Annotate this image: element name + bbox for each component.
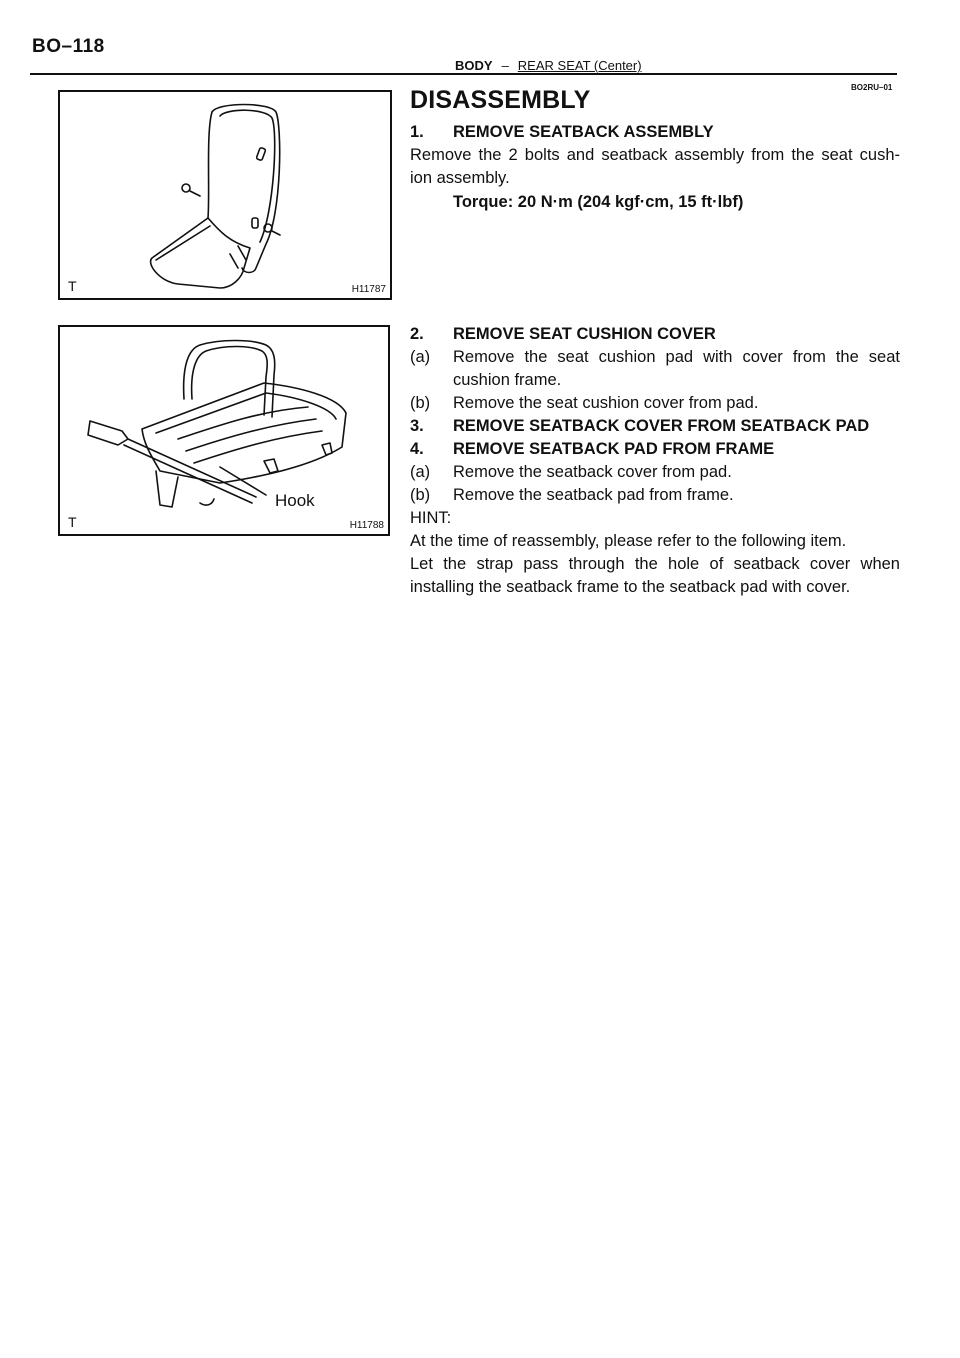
section-major: BODY (455, 58, 493, 73)
step-number: 3. (410, 417, 424, 435)
hint-label: HINT: (410, 509, 452, 527)
page-heading: DISASSEMBLY (410, 86, 591, 114)
substep-number: (a) (410, 463, 431, 481)
section-title (455, 58, 642, 73)
section-minor: REAR SEAT (Center) (517, 58, 642, 73)
step-1 (410, 121, 900, 143)
step-number: 1. (410, 123, 424, 141)
page-number: BO–118 (32, 36, 105, 57)
hint-line-2: Let the strap pass through the hole of seatback cover when (410, 555, 900, 573)
step-2a-line2: cushion frame. (453, 371, 562, 389)
header-rule (30, 73, 897, 75)
step-2a (410, 346, 900, 368)
substep-text: Remove the seat cushion cover from pad. (453, 394, 759, 412)
step-1-text-line2: ion assembly. (410, 169, 510, 187)
step-title: REMOVE SEATBACK PAD FROM FRAME (453, 440, 775, 458)
step-title: REMOVE SEATBACK COVER FROM SEATBACK PAD (453, 417, 870, 435)
figure-seat-cushion (58, 325, 390, 536)
step-4a (410, 461, 900, 483)
substep-text: Remove the seatback cover from pad. (453, 463, 732, 481)
hint-line-3: installing the seatback frame to the seatback pad with cover. (410, 578, 851, 596)
figure-id: H11787 (351, 284, 386, 295)
figure-mark: T (68, 514, 77, 530)
doc-code: BO2RU–01 (851, 83, 893, 92)
figure-id: H11788 (349, 520, 384, 531)
hook-callout: Hook (275, 491, 315, 510)
step-2b (410, 392, 900, 414)
substep-text: Remove the seat cushion pad with cover from the seat (453, 348, 900, 366)
substep-number: (a) (410, 348, 431, 366)
step-4b (410, 484, 900, 506)
substep-text: Remove the seatback pad from frame. (453, 486, 734, 504)
torque-spec: Torque: 20 N·m (204 kgf·cm, 15 ft·lbf) (453, 193, 744, 211)
substep-number: (b) (410, 394, 431, 412)
seat-cushion-illustration (60, 327, 388, 534)
seat-assembly-illustration (60, 92, 390, 298)
step-1-text-line1: Remove the 2 bolts and seatback assembly from the seat cush- (410, 146, 900, 164)
substep-number: (b) (410, 486, 431, 504)
step-4 (410, 438, 900, 460)
figure-mark: T (68, 278, 77, 294)
step-title: REMOVE SEAT CUSHION COVER (453, 325, 716, 343)
step-3 (410, 415, 900, 437)
step-number: 4. (410, 440, 424, 458)
step-title: REMOVE SEATBACK ASSEMBLY (453, 123, 714, 141)
step-number: 2. (410, 325, 424, 343)
section-separator: – (501, 58, 509, 73)
step-2 (410, 323, 900, 345)
figure-seat-assembly (58, 90, 392, 300)
hint-line-1: At the time of reassembly, please refer to the following item. (410, 532, 847, 550)
